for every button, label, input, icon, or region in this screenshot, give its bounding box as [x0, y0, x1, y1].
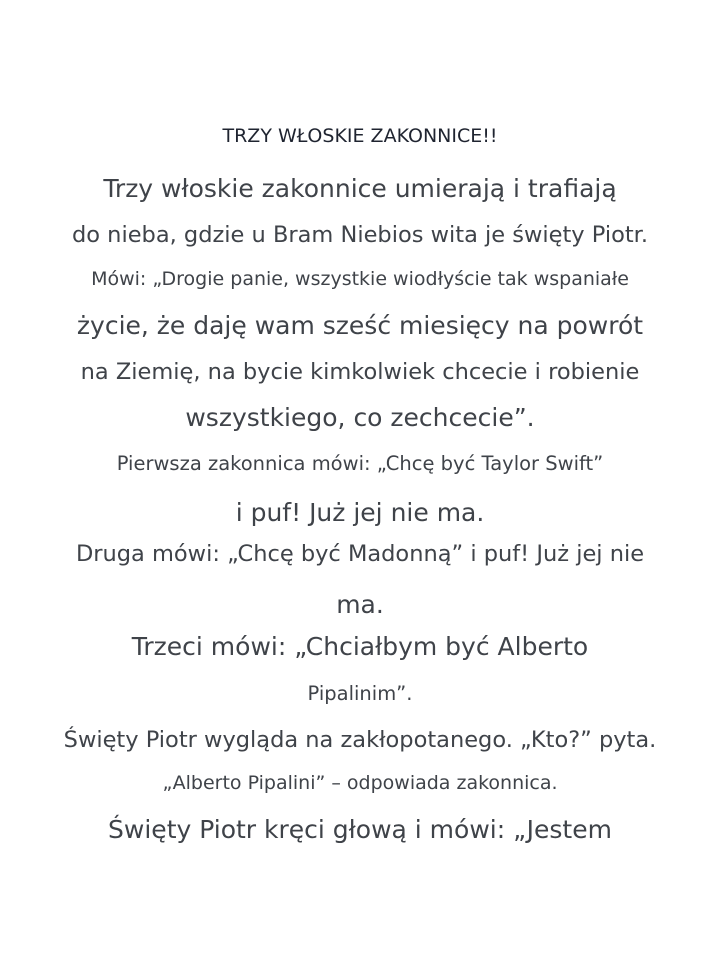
text-line: Trzy włoskie zakonnice umierają i trafiają [103, 174, 617, 203]
text-line: i puf! Już jej nie ma. [235, 498, 485, 527]
text-line: Mówi: „Drogie panie, wszystkie wiodłyście tak wspaniałe [91, 268, 629, 290]
text-line: „Alberto Pipalini” – odpowiada zakonnica. [162, 772, 558, 794]
text-line: Pipalinim”. [307, 682, 413, 705]
text-line: wszystkiego, co zechcecie”. [185, 403, 535, 432]
text-line: ma. [336, 590, 384, 619]
text-line: życie, że daję wam sześć miesięcy na powrót [76, 311, 644, 340]
text-line: Święty Piotr kręci głową i mówi: „Jestem [108, 815, 612, 844]
text-line: do nieba, gdzie u Bram Niebios wita je święty Piotr. [71, 222, 649, 248]
text-line: na Ziemię, na bycie kimkolwiek chcecie i robienie [80, 359, 640, 385]
text-line: Trzeci mówi: „Chciałbym być Alberto [131, 632, 589, 661]
text-line: Pierwsza zakonnica mówi: „Chcę być Taylor Swift” [116, 452, 604, 475]
document-title: TRZY WŁOSKIE ZAKONNICE!! [222, 125, 498, 147]
text-line: Święty Piotr wygląda na zakłopotanego. „Kto?” pyta. [63, 727, 657, 753]
text-line: Druga mówi: „Chcę być Madonną” i puf! Już jej nie [75, 541, 645, 567]
